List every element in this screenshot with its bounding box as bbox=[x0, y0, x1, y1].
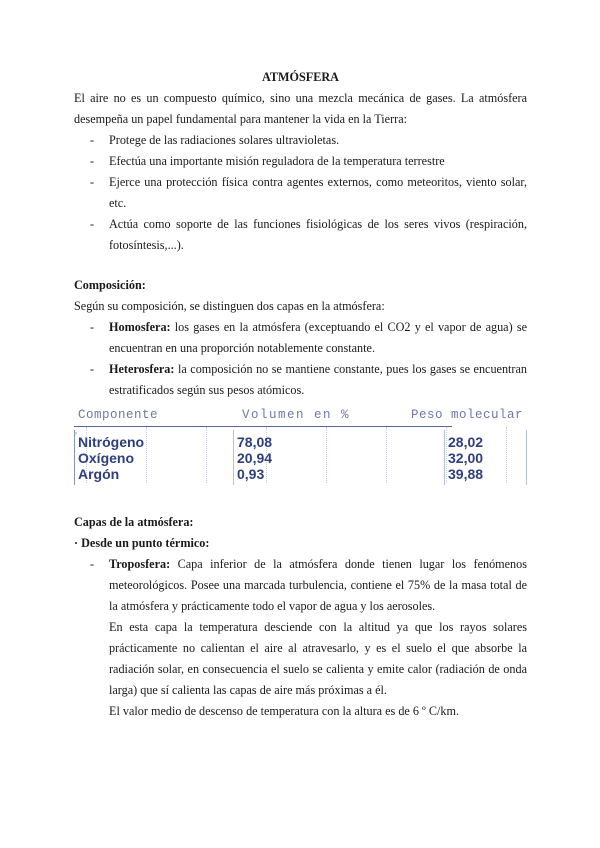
header-volume: Volumen en % bbox=[242, 408, 351, 422]
table-row bbox=[74, 448, 527, 464]
layer-text: la composición no se mantiene constante, pues los gases se encuentran estratificados según sus pesos atómicos. bbox=[109, 362, 527, 397]
layers-list bbox=[74, 554, 527, 617]
cell-component: Nitrógeno bbox=[78, 434, 145, 450]
header-rule bbox=[74, 426, 452, 427]
layers-subheading: · Desde un punto térmico: bbox=[74, 536, 210, 550]
list-item: - Actúa como soporte de las funciones fisiológicas de los seres vivos (respiración, fotosíntesis,...). bbox=[109, 214, 527, 256]
page-title: ATMÓSFERA bbox=[262, 70, 339, 84]
cell-weight: 39,88 bbox=[448, 466, 484, 482]
table-row bbox=[74, 432, 527, 448]
layer-term: Troposfera: bbox=[109, 557, 171, 571]
layer-text: Capa inferior de la atmósfera donde tienen lugar los fenómenos meteorológicos. Posee una marcada turbulencia, contiene el 75% de la masa total de la atmósfera y prácticamente todo el vapor de agua y los aerosoles. bbox=[109, 557, 527, 613]
layers-heading: Capas de la atmósfera: bbox=[74, 515, 194, 529]
layer-term: Homosfera: bbox=[109, 320, 171, 334]
cell-volume: 0,93 bbox=[237, 466, 265, 482]
composition-layers-list bbox=[74, 317, 527, 401]
header-component: Componente bbox=[78, 408, 159, 422]
header-molecular-weight: Peso molecular bbox=[411, 408, 524, 422]
list-item: - Efectúa una importante misión reguladora de la temperatura terrestre bbox=[109, 151, 527, 172]
document-page bbox=[74, 67, 527, 722]
composition-table bbox=[74, 403, 527, 487]
list-item: - Ejerce una protección física contra agentes externos, como meteoritos, viento solar, etc. bbox=[109, 172, 527, 214]
cell-volume: 20,94 bbox=[237, 450, 273, 466]
composition-heading: Composición: bbox=[74, 278, 146, 292]
rule-marker: ◦ bbox=[74, 428, 78, 438]
cell-weight: 28,02 bbox=[448, 434, 484, 450]
troposphere-paragraph: El valor medio de descenso de temperatura con la altura es de 6 º C/km. bbox=[109, 704, 459, 718]
troposphere-paragraph: En esta capa la temperatura desciende con la altitud ya que los rayos solares prácticamente no calientan el aire al atravesarlo, y es el suelo el que absorbe la radiación solar, en consecuencia el suelo se calienta y emite calor (radiación de onda larga) que sí calienta las capas de aire más próximas a él. bbox=[109, 620, 527, 697]
composition-intro: Según su composición, se distinguen dos capas en la atmósfera: bbox=[74, 299, 385, 313]
layer-text: los gases en la atmósfera (exceptuando el CO2 y el vapor de agua) se encuentran en una proporción notablemente constante. bbox=[109, 320, 527, 355]
functions-list bbox=[74, 130, 527, 256]
intro-paragraph: El aire no es un compuesto químico, sino una mezcla mecánica de gases. La atmósfera desempeña un papel fundamental para mantener la vida en la Tierra: bbox=[74, 91, 527, 126]
table-header bbox=[74, 403, 527, 425]
list-item bbox=[109, 359, 527, 401]
cell-component: Oxígeno bbox=[78, 450, 135, 466]
layer-term: Heterosfera: bbox=[109, 362, 175, 376]
list-item bbox=[109, 317, 527, 359]
table-row bbox=[74, 464, 527, 480]
cell-weight: 32,00 bbox=[448, 450, 484, 466]
list-item: - Protege de las radiaciones solares ultravioletas. bbox=[109, 130, 527, 151]
cell-component: Argón bbox=[78, 466, 120, 482]
list-item bbox=[109, 554, 527, 617]
cell-volume: 78,08 bbox=[237, 434, 273, 450]
